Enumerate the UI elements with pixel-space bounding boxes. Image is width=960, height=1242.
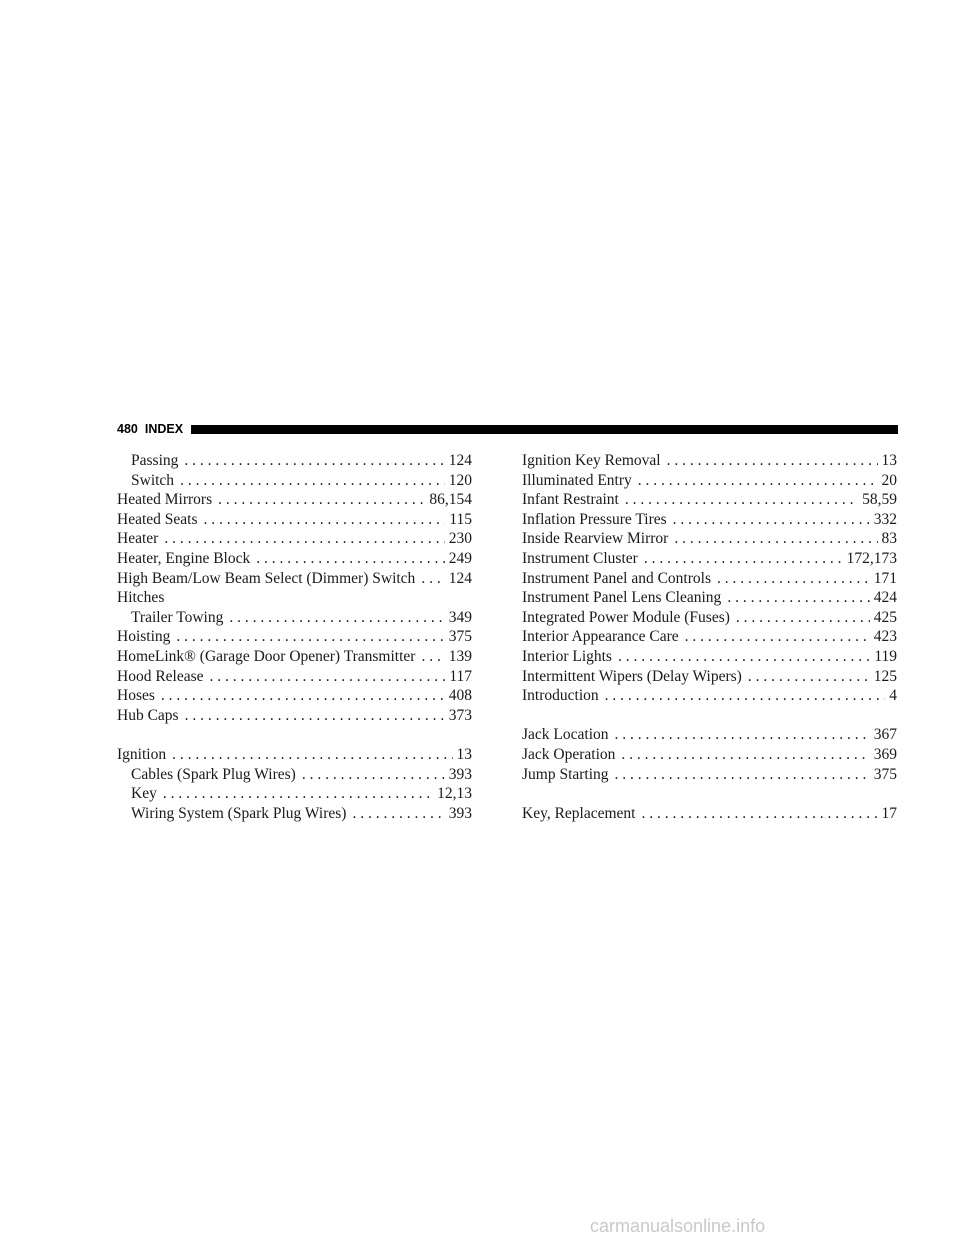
index-entry bbox=[117, 627, 472, 647]
entry-term: Hoisting bbox=[117, 628, 171, 646]
entry-page: 119 bbox=[874, 647, 897, 665]
entry-term: Instrument Panel and Controls bbox=[522, 569, 711, 587]
dot-leader bbox=[210, 667, 446, 687]
index-entry bbox=[522, 451, 897, 471]
entry-term: Hitches bbox=[117, 589, 165, 607]
index-entry bbox=[522, 471, 897, 491]
entry-page: 13 bbox=[881, 452, 897, 469]
entry-page: 139 bbox=[448, 647, 472, 665]
dot-leader bbox=[685, 627, 870, 647]
entry-page: 12,13 bbox=[437, 785, 472, 803]
index-entry bbox=[117, 745, 472, 765]
page-title: INDEX bbox=[144, 422, 184, 436]
dot-leader bbox=[717, 569, 870, 589]
dot-leader bbox=[644, 549, 843, 569]
index-entry bbox=[522, 569, 897, 589]
dot-leader bbox=[172, 745, 452, 765]
entry-term: HomeLink® (Garage Door Opener) Transmitter bbox=[117, 647, 416, 665]
entry-page: 13 bbox=[456, 745, 472, 763]
dot-leader bbox=[163, 784, 433, 804]
page-header bbox=[117, 421, 898, 437]
entry-page: 425 bbox=[873, 608, 897, 626]
dot-leader bbox=[605, 686, 886, 706]
index-entry bbox=[117, 706, 472, 726]
entry-gap bbox=[117, 725, 472, 745]
entry-term: Jump Starting bbox=[522, 765, 609, 783]
index-entry bbox=[522, 647, 897, 667]
entry-page: 424 bbox=[873, 589, 897, 607]
entry-term: Heated Seats bbox=[117, 510, 198, 528]
index-entry bbox=[522, 549, 897, 569]
index-entry bbox=[522, 490, 897, 510]
dot-leader bbox=[615, 725, 870, 745]
index-entry bbox=[117, 588, 472, 608]
entry-term: Instrument Panel Lens Cleaning bbox=[522, 589, 722, 607]
index-entry bbox=[117, 510, 472, 530]
entry-page: 20 bbox=[881, 471, 897, 489]
index-entry bbox=[117, 490, 472, 510]
entry-page: 332 bbox=[873, 510, 897, 528]
entry-page: 375 bbox=[873, 765, 897, 783]
entry-term: Integrated Power Module (Fuses) bbox=[522, 608, 730, 626]
entry-page: 171 bbox=[873, 569, 897, 587]
entry-term: Passing bbox=[131, 452, 179, 469]
index-entry bbox=[522, 529, 897, 549]
index-entry bbox=[522, 686, 897, 706]
dot-leader bbox=[625, 490, 858, 510]
entry-page: 4 bbox=[889, 687, 897, 705]
entry-gap bbox=[522, 706, 897, 726]
entry-page: 86,154 bbox=[429, 491, 472, 509]
dot-leader bbox=[673, 510, 870, 530]
entry-page: 230 bbox=[448, 530, 472, 548]
entry-page: 367 bbox=[873, 726, 897, 744]
entry-term: Heater bbox=[117, 530, 159, 548]
entry-page: 125 bbox=[873, 667, 897, 685]
dot-leader bbox=[185, 706, 445, 726]
index-entry bbox=[117, 549, 472, 569]
index-subentry bbox=[117, 451, 472, 471]
entry-term: Heater, Engine Block bbox=[117, 549, 251, 567]
entry-term: Hub Caps bbox=[117, 706, 179, 724]
dot-leader bbox=[164, 529, 444, 549]
entry-page: 349 bbox=[448, 608, 472, 626]
dot-leader bbox=[302, 765, 445, 785]
entry-term: Interior Appearance Care bbox=[522, 628, 679, 646]
entry-page: 124 bbox=[448, 452, 472, 469]
dot-leader bbox=[180, 471, 445, 491]
entry-term: Trailer Towing bbox=[131, 608, 224, 626]
index-subentry bbox=[117, 804, 472, 824]
dot-leader bbox=[674, 529, 877, 549]
dot-leader bbox=[621, 745, 869, 765]
index-subentry bbox=[117, 784, 472, 804]
index-entry bbox=[522, 725, 897, 745]
index-entry bbox=[117, 647, 472, 667]
dot-leader bbox=[667, 451, 878, 471]
dot-leader bbox=[641, 804, 877, 824]
header-rule bbox=[191, 425, 898, 434]
entry-page: 115 bbox=[449, 510, 472, 528]
entry-term: Cables (Spark Plug Wires) bbox=[131, 765, 296, 783]
dot-leader bbox=[736, 608, 870, 628]
index-entry bbox=[522, 608, 897, 628]
entry-term: High Beam/Low Beam Select (Dimmer) Switch bbox=[117, 569, 416, 587]
index-entry bbox=[522, 588, 897, 608]
entry-term: Hoses bbox=[117, 687, 155, 705]
entry-page: 58,59 bbox=[862, 491, 897, 509]
page-number: 480 bbox=[117, 422, 138, 436]
entry-term: Intermittent Wipers (Delay Wipers) bbox=[522, 667, 742, 685]
entry-term: Illuminated Entry bbox=[522, 471, 632, 489]
entry-page: 369 bbox=[873, 745, 897, 763]
entry-page: 249 bbox=[448, 549, 472, 567]
dot-leader bbox=[184, 451, 444, 471]
dot-leader bbox=[638, 471, 878, 491]
index-entry bbox=[117, 569, 472, 589]
dot-leader bbox=[421, 647, 444, 667]
dot-leader bbox=[161, 686, 445, 706]
index-entry bbox=[117, 529, 472, 549]
index-subentry bbox=[117, 765, 472, 785]
dot-leader bbox=[218, 490, 425, 510]
entry-term: Inflation Pressure Tires bbox=[522, 510, 667, 528]
entry-page: 117 bbox=[449, 667, 472, 685]
index-subentry bbox=[117, 471, 472, 491]
entry-gap bbox=[522, 784, 897, 804]
entry-term: Heated Mirrors bbox=[117, 491, 213, 509]
entry-term: Inside Rearview Mirror bbox=[522, 530, 669, 548]
entry-term: Key, Replacement bbox=[522, 804, 636, 822]
entry-term: Hood Release bbox=[117, 667, 204, 685]
entry-term: Jack Operation bbox=[522, 745, 616, 763]
entry-page: 393 bbox=[448, 765, 472, 783]
dot-leader bbox=[176, 627, 444, 647]
entry-term: Key bbox=[131, 785, 157, 803]
index-entry bbox=[522, 510, 897, 530]
entry-term: Wiring System (Spark Plug Wires) bbox=[131, 804, 347, 822]
entry-page: 124 bbox=[448, 569, 472, 587]
index-column-right bbox=[522, 451, 897, 823]
entry-page: 375 bbox=[448, 628, 472, 646]
entry-term: Ignition Key Removal bbox=[522, 452, 661, 469]
watermark: carmanualsonline.info bbox=[590, 1216, 766, 1236]
index-subentry bbox=[117, 608, 472, 628]
dot-leader bbox=[618, 647, 870, 667]
dot-leader bbox=[727, 588, 869, 608]
entry-page: 120 bbox=[448, 471, 472, 489]
dot-leader bbox=[256, 549, 445, 569]
dot-leader bbox=[203, 510, 445, 530]
entry-term: Infant Restraint bbox=[522, 491, 619, 509]
entry-page: 172,173 bbox=[846, 549, 897, 567]
index-entry bbox=[522, 745, 897, 765]
index-entry bbox=[117, 667, 472, 687]
entry-page: 17 bbox=[881, 804, 897, 822]
entry-page: 373 bbox=[448, 706, 472, 724]
index-entry bbox=[522, 804, 897, 824]
entry-term: Jack Location bbox=[522, 726, 609, 744]
dot-leader bbox=[229, 608, 444, 628]
entry-term: Ignition bbox=[117, 745, 167, 763]
entry-term: Instrument Cluster bbox=[522, 549, 638, 567]
dot-leader bbox=[352, 804, 444, 824]
entry-page: 393 bbox=[448, 804, 472, 822]
entry-page: 83 bbox=[881, 530, 897, 548]
index-column-left bbox=[117, 451, 472, 823]
entry-term: Introduction bbox=[522, 687, 599, 705]
index-entry bbox=[522, 667, 897, 687]
index-entry bbox=[117, 686, 472, 706]
entry-page: 423 bbox=[873, 628, 897, 646]
entry-term: Switch bbox=[131, 471, 175, 489]
dot-leader bbox=[615, 765, 870, 785]
entry-page: 408 bbox=[448, 687, 472, 705]
index-entry bbox=[522, 765, 897, 785]
entry-term: Interior Lights bbox=[522, 647, 612, 665]
dot-leader bbox=[748, 667, 870, 687]
index-entry bbox=[522, 627, 897, 647]
dot-leader bbox=[421, 569, 444, 589]
